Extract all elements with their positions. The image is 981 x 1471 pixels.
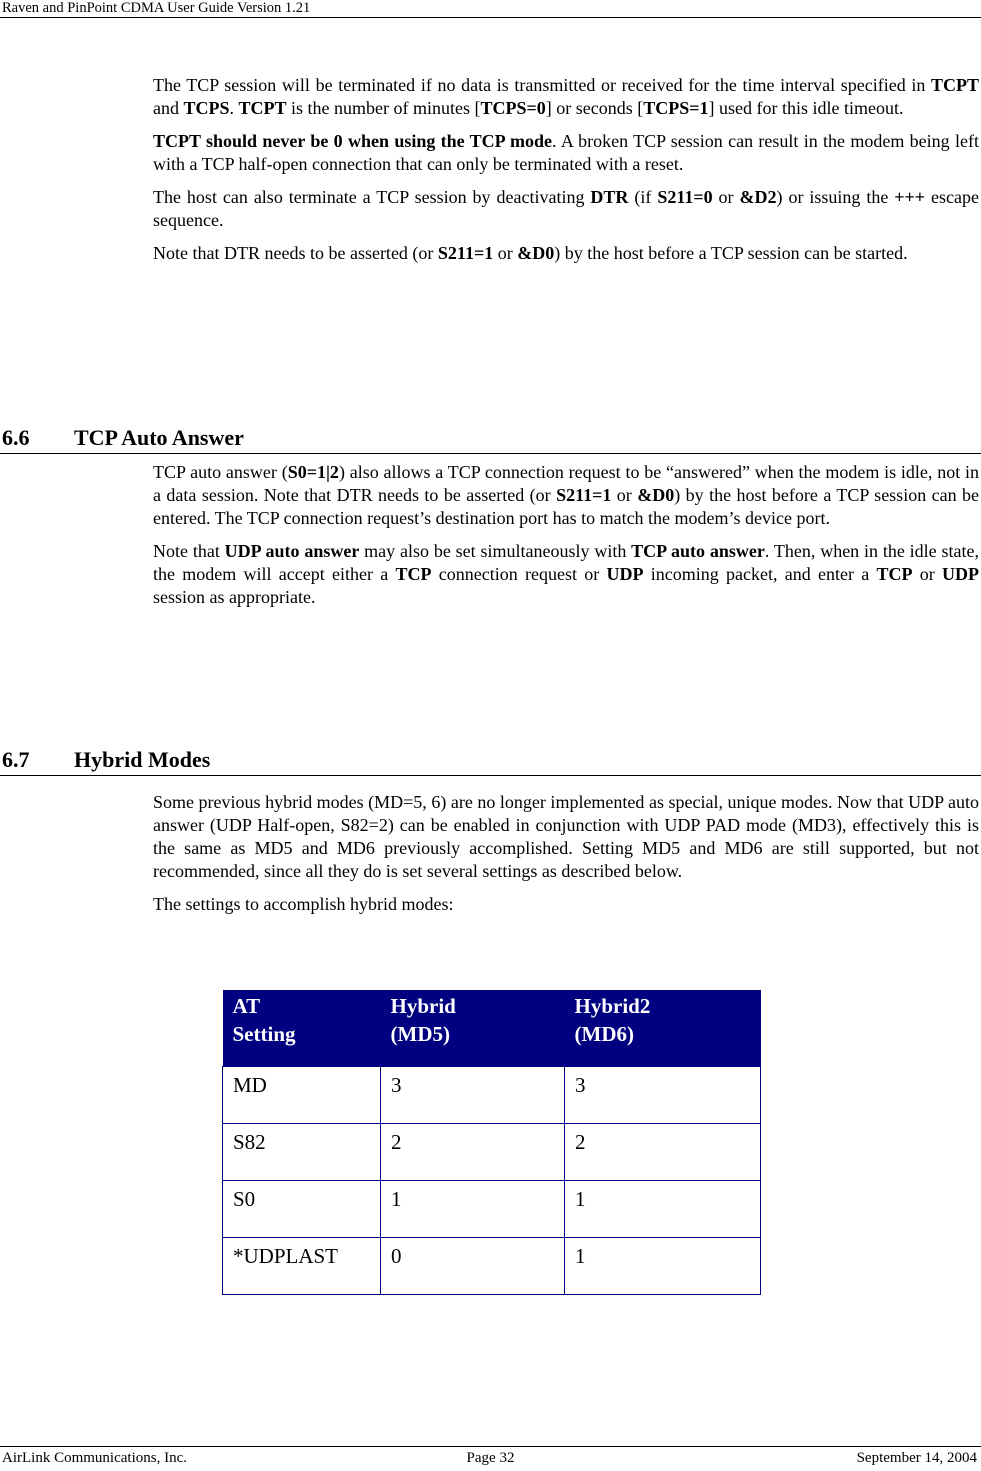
table-cell: 3	[565, 1066, 761, 1123]
header-hybrid-md5: Hybrid (MD5)	[381, 990, 565, 1066]
paragraph-dtr-note: Note that DTR needs to be asserted (or S211=1 or &D0) by the host before a TCP session can be started.	[153, 243, 908, 263]
table-cell: S82	[223, 1123, 381, 1180]
table-cell: 1	[565, 1180, 761, 1237]
paragraph-tcpt-warning: TCPT should never be 0 when using the TCP mode. A broken TCP session can result in the modem being left with a TCP half-open connection that can only be terminated with a reset.	[153, 131, 979, 174]
section-6-7-text	[153, 791, 979, 926]
paragraph-host-terminate: The host can also terminate a TCP session by deactivating DTR (if S211=0 or &D2) or issuing the +++ escape sequence.	[153, 187, 979, 230]
footer-date: September 14, 2004	[856, 1450, 977, 1466]
table-cell: 1	[381, 1180, 565, 1237]
paragraph-tcp-auto-answer: TCP auto answer (S0=1|2) also allows a TCP connection request to be “answered” when the modem is idle, not in a data session. Note that DTR needs to be asserted (or S211=1 or &D0) by the host before a TCP session can be entered. The TCP connection request’s destination port has to match the modem’s device port.	[153, 462, 980, 528]
table-cell: 3	[381, 1066, 565, 1123]
hybrid-settings-table	[222, 990, 761, 1295]
paragraph-hybrid-modes: Some previous hybrid modes (MD=5, 6) are no longer implemented as special, unique modes. Now that UDP auto answer (UDP Half-open, S82=2) can be enabled in conjunction with UDP PAD mode (MD3), effectively this is the same as MD5 and MD6 previously accomplished. Setting MD5 and MD6 are still supported, but not recommended, since all they do is set several settings as described below.	[153, 792, 979, 881]
table-cell: 0	[381, 1237, 565, 1294]
table-row	[223, 1066, 761, 1123]
table-cell: MD	[223, 1066, 381, 1123]
footer-company: AirLink Communications, Inc.	[2, 1450, 187, 1466]
table-cell: 2	[565, 1123, 761, 1180]
table-cell: 2	[381, 1123, 565, 1180]
table-header-row	[223, 990, 761, 1066]
section-heading-6-6: 6.6 TCP Auto Answer	[0, 426, 981, 454]
header-at-setting: AT Setting	[223, 990, 381, 1066]
table-cell: 1	[565, 1237, 761, 1294]
running-footer	[0, 1446, 981, 1471]
paragraph-settings-intro: The settings to accomplish hybrid modes:	[153, 894, 454, 914]
document-title: Raven and PinPoint CDMA User Guide Version 1.21	[2, 0, 311, 16]
paragraph-udp-auto-answer: Note that UDP auto answer may also be set simultaneously with TCP auto answer. Then, when in the idle state, the modem will accept either a TCP connection request or UDP incoming packet, and enter a TCP or UDP session as appropriate.	[153, 541, 980, 607]
table-row	[223, 1237, 761, 1294]
header-hybrid2-md6: Hybrid2 (MD6)	[565, 990, 761, 1066]
paragraph-idle-timeout: The TCP session will be terminated if no data is transmitted or received for the time interval specified in TCPT and TCPS. TCPT is the number of minutes [TCPS=0] or seconds [TCPS=1] used for this idle timeout.	[153, 75, 979, 118]
table-cell: S0	[223, 1180, 381, 1237]
running-header	[0, 0, 981, 18]
table-row	[223, 1180, 761, 1237]
table-row	[223, 1123, 761, 1180]
intro-text	[153, 74, 979, 275]
section-heading-6-7: 6.7 Hybrid Modes	[0, 748, 981, 776]
footer-page-number: Page 32	[466, 1450, 515, 1466]
section-6-6-text	[153, 461, 979, 619]
table-cell: *UDPLAST	[223, 1237, 381, 1294]
